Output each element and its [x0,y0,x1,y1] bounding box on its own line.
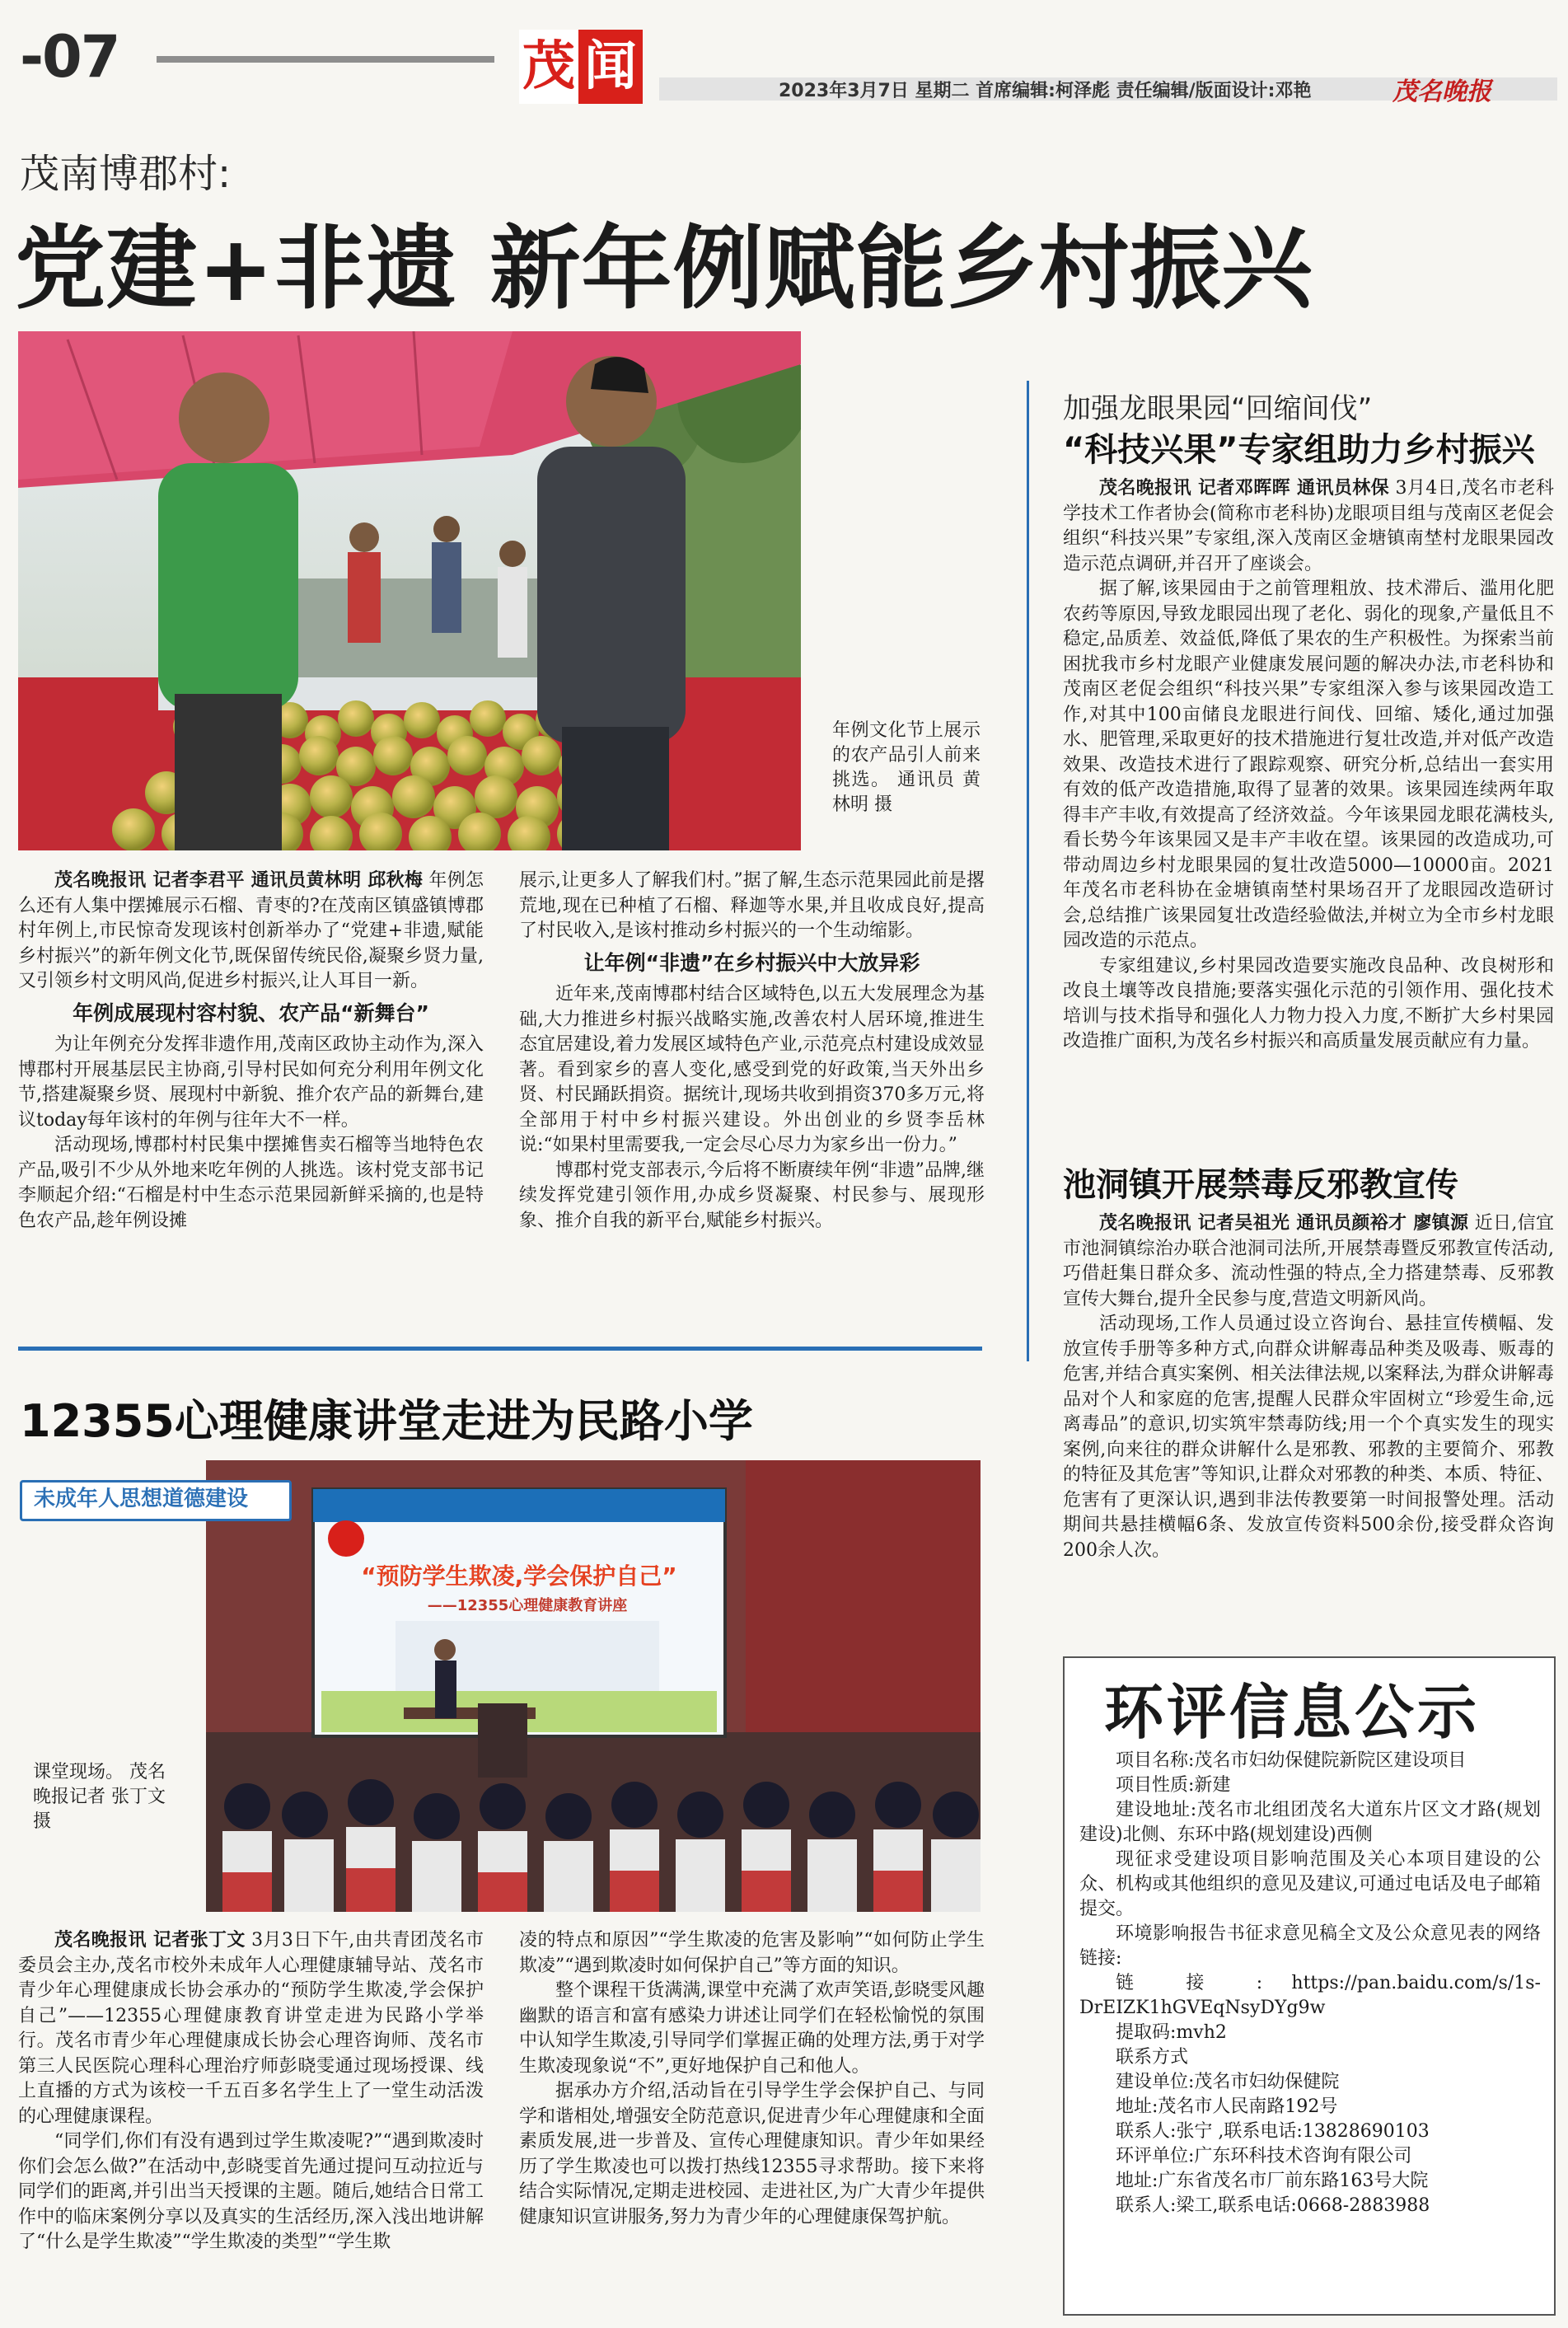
bottom-article-title: 12355心理健康讲堂走进为民路小学 [20,1395,753,1447]
right-article1-byline: 茂名晚报讯 记者邓晖晖 通讯员林保 [1099,478,1390,499]
right-article2-title: 池洞镇开展禁毒反邪教宣传 [1063,1166,1458,1204]
notice-line: 提取码:mvh2 [1116,2022,1227,2043]
bottom-article-byline: 茂名晚报讯 记者张丁文 [54,1930,246,1951]
bottom-article-col1 [18,1928,484,2255]
right-article1-title: “科技兴果”专家组助力乡村振兴 [1063,431,1535,469]
section-char-1: 茂 [519,30,578,104]
eia-notice-title: 环评信息公示 [1104,1677,1481,1747]
notice-line: 环评单位:广东环科技术咨询有限公司 [1116,2146,1412,2166]
notice-line: 建设单位:茂名市妇幼保健院 [1116,2072,1340,2092]
article-paragraph: 近日,信宜市池洞镇综治办联合池洞司法所,开展禁毒暨反邪教宣传活动,巧借赶集日群众多、流动性强的特点,全力搭建禁毒、反邪教宣传大舞台,提升全民参与度,营造文明新风尚。 [1063,1213,1554,1309]
notice-line: 项目性质:新建 [1116,1775,1231,1796]
notice-link[interactable]: 链 接 : https://pan.baidu.com/s/1s-DrEIZK1hGVEqNsyDYg9w [1079,1973,1541,2018]
bottom-article-col2 [519,1928,985,2230]
lead-article-col2 [519,869,985,1234]
lead-paragraph: 近年来,茂南博郡村结合区域特色,以五大发展理念为基础,大力推进乡村振兴战略实施,改善农村人居环境,推进生态宜居建设,着力发展区域特色产业,示范亮点村建设成效显著。看到家乡的喜人变化,感受到党的好政策,当天外出乡贤、村民踊跃捐资。据统计,现场共收到捐资370多万元,将全部用于村中乡村振兴建设。外出创业的乡贤李岳林说:“如果村里需要我,一定会尽心尽力为家乡出一份力。” [519,984,985,1155]
notice-line: 联系方式 [1116,2047,1189,2068]
column-divider [1027,381,1029,1361]
section-label [519,30,643,104]
section-divider [18,1347,982,1351]
article-paragraph: 3月3日下午,由共青团茂名市委员会主办,茂名市校外未成年人心理健康辅导站、茂名市青少年心理健康成长协会承办的“预防学生欺凌,学会保护自己”——12355心理健康教育讲堂走进为民路小学举行。茂名市青少年心理健康成长协会心理咨询师、茂名市第三人民医院心理科心理治疗师彭晓雯通过现场授课、线上直播的方式为该校一千五百多名学生上了一堂生动活泼的心理健康课程。 [18,1930,484,2127]
classroom-photo [206,1460,981,1912]
right-article2-byline: 茂名晚报讯 记者吴祖光 通讯员颜裕才 廖镇源 [1099,1213,1469,1234]
article-paragraph: 整个课程干货满满,课堂中充满了欢声笑语,彭晓雯风趣幽默的语言和富有感染力讲述让同学们在轻松愉悦的氛围中认知学生欺凌,引导同学们掌握正确的处理方法,勇于对学生欺凌现象说“不”,更好地保护自己和他人。 [519,1980,985,2077]
lead-paragraph: 年例怎么还有人集中摆摊展示石榴、青枣的?在茂南区镇盛镇博郡村年例上,市民惊奇发现该村创新举办了“党建+非遗,赋能乡村振兴”的新年例文化节,既保留传统民俗,凝聚乡贤力量,又引领乡村文明风尚,促进乡村振兴,让人耳目一新。 [18,870,484,991]
right-article2-body [1063,1211,1554,1563]
screen-title: “预防学生欺凌,学会保护自己” [361,1562,677,1590]
section-char-2: 闻 [578,30,643,104]
lead-headline: 党建+非遗 新年例赋能乡村振兴 [15,216,1313,321]
header-rule [157,56,494,63]
article-paragraph: 据了解,该果园由于之前管理粗放、技术滞后、滥用化肥农药等原因,导致龙眼园出现了老化、弱化的现象,产量低且不稳定,品质差、效益低,降低了果农的生产积极性。为探索当前困扰我市乡村龙眼产业健康发展问题的解决办法,市老科协和茂南区老促会组织“科技兴果”专家组深入参与该果园改造工作,对其中100亩储良龙眼进行间伐、回缩、矮化,通过加强水、肥管理,采取更好的技术措施进行复壮改造,并对低产改造效果、改造技术进行了跟踪观察、研究分析,总结出一套实用有效的低产改造措施,取得了显著的效果。该果园连续两年取得丰产丰收,有效提高了经济效益。今年该果园龙眼花满枝头,看长势今年该果园又是丰产丰收在望。该果园的改造成功,可带动周边乡村龙眼果园的复壮改造5000—10000亩。2021年茂名市老科协在金塘镇南埜村果场召开了龙眼园改造研讨会,总结推广该果园复壮改造经验做法,并树立为全市乡村龙眼园改造的示范点。 [1063,578,1554,951]
article-paragraph: 专家组建议,乡村果园改造要实施改良品种、改良树形和改良土壤等改良措施;要落实强化示范的引领作用、强化技术培训与技术指导和强化人力物力投入力度,不断扩大乡村果园改造推广面积,为茂名乡村振兴和高质量发展贡献应有力量。 [1063,955,1554,1052]
lead-subheading: 让年例“非遗”在乡村振兴中大放异彩 [583,950,920,975]
classroom-photo-caption: 课堂现场。 茂名晚报记者 张丁文 摄 [33,1762,166,1832]
page-number: -07 [20,23,119,91]
newspaper-logo: 茂名晚报 [1392,77,1491,106]
lead-kicker: 茂南博郡村: [20,151,232,197]
notice-line: 项目名称:茂名市妇幼保健院新院区建设项目 [1116,1750,1467,1771]
article-paragraph: “同学们,你们有没有遇到过学生欺凌呢?”“遇到欺凌时你们会怎么做?”在活动中,彭晓雯首先通过提问互动拉近与同学们的距离,并引出当天授课的主题。随后,她结合日常工作中的临床案例分享以及真实的生活经历,深入浅出地讲解了“什么是学生欺凌”“学生欺凌的类型”“学生欺 [18,2131,484,2252]
lead-paragraph: 为让年例充分发挥非遗作用,茂南区政协主动作为,深入博郡村开展基层民主协商,引导村民如何充分利用年例文化节,搭建凝聚乡贤、展现村中新貌、推介农产品的新舞台,建议today每年该村的年例与往年大不一样。 [18,1034,484,1131]
notice-line: 地址:茂名市人民南路192号 [1116,2096,1338,2117]
notice-line: 环境影响报告书征求意见稿全文及公众意见表的网络链接: [1079,1923,1541,1969]
right-article1-body [1063,476,1554,1055]
notice-line: 现征求受建设项目影响范围及关心本项目建设的公众、机构或其他组织的意见及建议,可通过电话及电子邮箱提交。 [1079,1849,1541,1919]
lead-subheading: 年例成展现村容村貌、农产品“新舞台” [73,1000,429,1025]
market-photo-caption: 年例文化节上展示的农产品引人前来挑选。 通讯员 黄林明 摄 [832,720,981,815]
article-paragraph: 凌的特点和原因”“学生欺凌的危害及影响”“如何防止学生欺凌”“遇到欺凌时如何保护自己”等方面的知识。 [519,1930,985,1976]
eia-notice-body [1079,1749,1541,2218]
notice-line: 建设地址:茂名市北组团茂名大道东片区文才路(规划建设)北侧、东环中路(规划建设)西侧 [1079,1800,1541,1845]
lead-paragraph: 活动现场,博郡村村民集中摆摊售卖石榴等当地特色农产品,吸引不少从外地来吃年例的人挑选。该村党支部书记李顺起介绍:“石榴是村中生态示范果园新鲜采摘的,也是特色农产品,趁年例设摊 [18,1135,484,1231]
header-date-line: 2023年3月7日 星期二 首席编辑:柯泽彪 责任编辑/版面设计:邓艳 [779,81,1312,101]
article-paragraph: 据承办方介绍,活动旨在引导学生学会保护自己、与同学和谐相处,增强安全防范意识,促进青少年心理健康和全面素质发展,进一步普及、宣传心理健康知识。青少年如果经历了学生欺凌也可以拨打热线12355寻求帮助。接下来将结合实际情况,定期走进校园、走进社区,为广大青少年提供健康知识宣讲服务,努力为青少年的心理健康保驾护航。 [519,2081,985,2227]
notice-line: 地址:广东省茂名市厂前东路163号大院 [1116,2171,1429,2191]
market-photo [18,331,801,850]
lead-article-col1 [18,869,484,1234]
right-article1-subtitle: 加强龙眼果园“回缩间伐” [1063,392,1373,425]
lead-paragraph: 博郡村党支部表示,今后将不断赓续年例“非遗”品牌,继续发挥党建引领作用,办成乡贤凝聚、村民参与、展现形象、推介自我的新平台,赋能乡村振兴。 [519,1159,985,1231]
lead-paragraph: 展示,让更多人了解我们村。”据了解,生态示范果园此前是撂荒地,现在已种植了石榴、释迦等水果,并且收成良好,提高了村民收入,是该村推动乡村振兴的一个生动缩影。 [519,870,985,941]
lead-byline: 茂名晚报讯 记者李君平 通讯员黄林明 邱秋梅 [54,870,424,891]
article-paragraph: 活动现场,工作人员通过设立咨询台、悬挂宣传横幅、发放宣传手册等多种方式,向群众讲解毒品种类及吸毒、贩毒的危害,并结合真实案例、相关法律法规,以案释法,为群众讲解毒品对个人和家庭的危害,提醒人民群众牢固树立“珍爱生命,远离毒品”的意识,切实筑牢禁毒防线;用一个个真实发生的现实案例,向来往的群众讲解什么是邪教、邪教的主要简介、邪教的特征及其危害”等知识,让群众对邪教的种类、本质、特征、危害有了更深认识,遇到非法传教要第一时间报警处理。活动期间共悬挂横幅6条、发放宣传资料500余份,接受群众咨询200余人次。 [1063,1314,1554,1561]
notice-line: 联系人:梁工,联系电话:0668-2883988 [1116,2195,1430,2216]
screen-subtitle: ——12355心理健康教育讲座 [427,1597,628,1614]
notice-line: 联系人:张宁 ,联系电话:13828690103 [1116,2121,1430,2142]
topic-tag: 未成年人思想道德建设 [20,1480,292,1521]
article-paragraph: 3月4日,茂名市老科学技术工作者协会(简称市老科协)龙眼项目组与茂南区老促会组织“科技兴果”专家组,深入茂南区金塘镇南埜村龙眼果园改造示范点调研,并召开了座谈会。 [1063,478,1554,574]
